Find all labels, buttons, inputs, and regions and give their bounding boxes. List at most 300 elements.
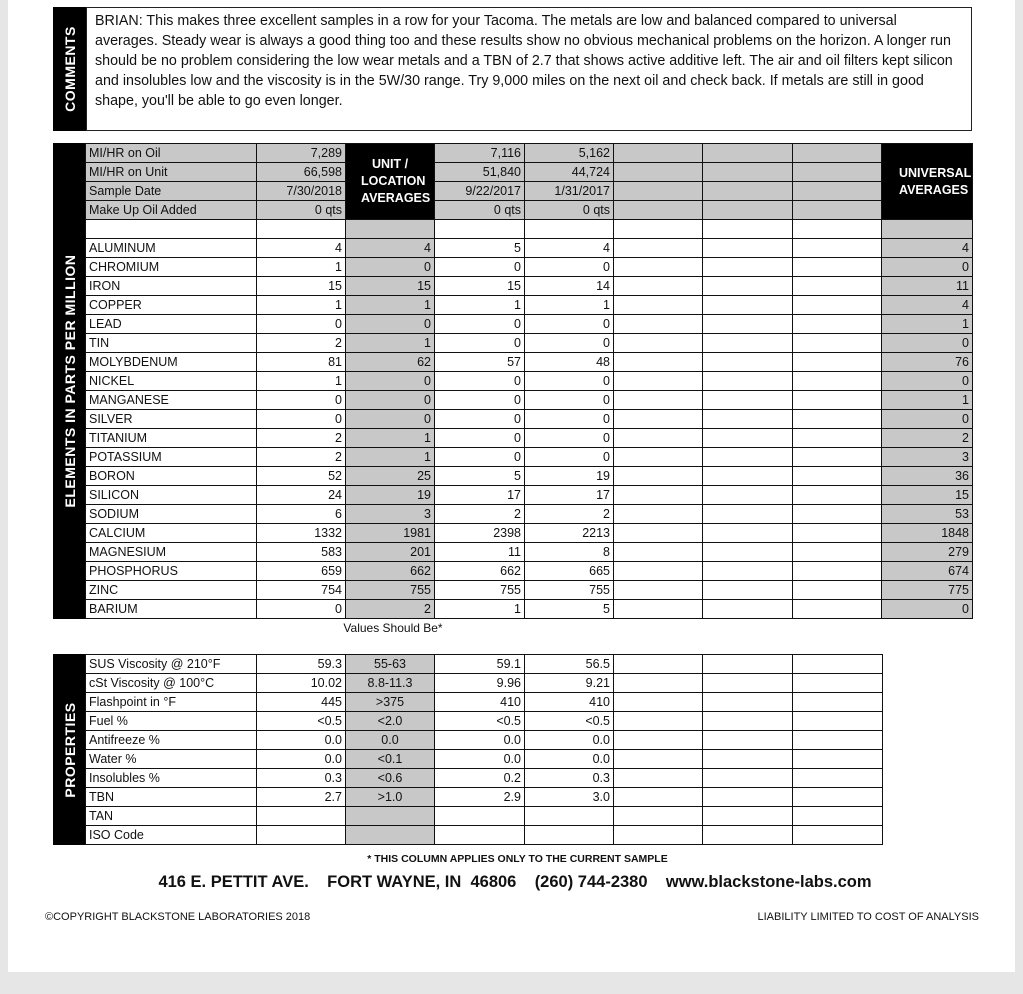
element-universal-average: 53 (882, 505, 973, 524)
element-name: COPPER (86, 296, 257, 315)
empty-cell (793, 429, 882, 448)
empty-cell (703, 296, 793, 315)
property-prev2-value: 410 (525, 693, 614, 712)
empty-cell (793, 334, 882, 353)
info-row (86, 144, 973, 163)
empty-cell (793, 296, 882, 315)
element-prev2-value: 0 (525, 391, 614, 410)
property-prev2-value: 3.0 (525, 788, 614, 807)
empty-cell (793, 239, 882, 258)
empty-cell (703, 505, 793, 524)
empty-cell (86, 220, 257, 239)
properties-label: PROPERTIES (61, 701, 78, 798)
element-universal-average: 4 (882, 239, 973, 258)
elements-table (85, 143, 973, 619)
empty-cell (793, 562, 882, 581)
element-name: SILICON (86, 486, 257, 505)
property-row (86, 655, 883, 674)
info-value-prev2: 0 qts (525, 201, 614, 220)
property-current-value: 10.02 (257, 674, 346, 693)
element-name: IRON (86, 277, 257, 296)
element-prev1-value: 0 (435, 334, 525, 353)
empty-cell (703, 807, 793, 826)
element-name: PHOSPHORUS (86, 562, 257, 581)
property-name: ISO Code (86, 826, 257, 845)
info-row (86, 201, 973, 220)
info-value-prev2: 44,724 (525, 163, 614, 182)
empty-cell (435, 220, 525, 239)
element-current-value: 2 (257, 448, 346, 467)
lab-address: 416 E. PETTIT AVE. FORT WAYNE, IN 46806 (260) 744-2380 www.blackstone-labs.com (158, 873, 872, 891)
element-name: NICKEL (86, 372, 257, 391)
empty-cell (614, 486, 703, 505)
empty-cell (703, 562, 793, 581)
liability-text: LIABILITY LIMITED TO COST OF ANALYSIS (757, 911, 979, 923)
info-value-current: 66,598 (257, 163, 346, 182)
empty-cell (703, 201, 793, 220)
element-prev1-value: 0 (435, 429, 525, 448)
empty-cell (793, 410, 882, 429)
empty-cell (614, 807, 703, 826)
property-prev2-value: <0.5 (525, 712, 614, 731)
empty-cell (793, 220, 882, 239)
element-prev1-value: 2 (435, 505, 525, 524)
empty-cell (793, 315, 882, 334)
empty-cell (614, 524, 703, 543)
element-unit-average: 15 (346, 277, 435, 296)
element-name: ALUMINUM (86, 239, 257, 258)
empty-cell (703, 353, 793, 372)
empty-cell (614, 258, 703, 277)
element-name: CALCIUM (86, 524, 257, 543)
empty-cell (614, 239, 703, 258)
empty-cell (793, 353, 882, 372)
element-row (86, 600, 973, 619)
info-label: MI/HR on Unit (86, 163, 257, 182)
empty-cell (614, 353, 703, 372)
property-current-value: 2.7 (257, 788, 346, 807)
element-prev1-value: 17 (435, 486, 525, 505)
element-row (86, 429, 973, 448)
element-name: TITANIUM (86, 429, 257, 448)
values-should-be-label: Values Should Be* (343, 621, 443, 635)
element-unit-average: 0 (346, 315, 435, 334)
element-prev2-value: 5 (525, 600, 614, 619)
element-unit-average: 19 (346, 486, 435, 505)
element-current-value: 1 (257, 258, 346, 277)
empty-cell (793, 258, 882, 277)
empty-cell (703, 410, 793, 429)
properties-label-bar (53, 654, 86, 845)
element-prev1-value: 15 (435, 277, 525, 296)
empty-cell (703, 163, 793, 182)
element-current-value: 0 (257, 315, 346, 334)
element-unit-average: 662 (346, 562, 435, 581)
property-name: Flashpoint in °F (86, 693, 257, 712)
element-prev2-value: 0 (525, 315, 614, 334)
empty-cell (614, 562, 703, 581)
property-row (86, 712, 883, 731)
property-row (86, 674, 883, 693)
element-unit-average: 1 (346, 334, 435, 353)
element-current-value: 1332 (257, 524, 346, 543)
empty-cell (614, 543, 703, 562)
element-prev2-value: 2 (525, 505, 614, 524)
empty-cell (614, 750, 703, 769)
element-name: MANGANESE (86, 391, 257, 410)
empty-cell (614, 467, 703, 486)
empty-cell (703, 655, 793, 674)
property-prev2-value: 56.5 (525, 655, 614, 674)
property-should-be: >1.0 (346, 788, 435, 807)
element-universal-average: 1848 (882, 524, 973, 543)
empty-cell (703, 788, 793, 807)
element-universal-average: 0 (882, 334, 973, 353)
element-prev2-value: 8 (525, 543, 614, 562)
element-universal-average: 2 (882, 429, 973, 448)
property-should-be (346, 807, 435, 826)
element-unit-average: 2 (346, 600, 435, 619)
empty-cell (793, 600, 882, 619)
element-prev2-value: 17 (525, 486, 614, 505)
element-universal-average: 0 (882, 410, 973, 429)
element-row (86, 524, 973, 543)
property-prev1-value: <0.5 (435, 712, 525, 731)
property-name: TBN (86, 788, 257, 807)
property-row (86, 750, 883, 769)
empty-cell (614, 581, 703, 600)
property-prev1-value: 59.1 (435, 655, 525, 674)
empty-cell (614, 163, 703, 182)
element-prev1-value: 0 (435, 391, 525, 410)
element-current-value: 754 (257, 581, 346, 600)
element-row (86, 467, 973, 486)
element-universal-average: 4 (882, 296, 973, 315)
empty-cell (614, 277, 703, 296)
element-prev1-value: 1 (435, 600, 525, 619)
property-should-be: <0.1 (346, 750, 435, 769)
element-current-value: 24 (257, 486, 346, 505)
element-name: LEAD (86, 315, 257, 334)
empty-cell (703, 581, 793, 600)
empty-cell (793, 581, 882, 600)
element-name: SILVER (86, 410, 257, 429)
empty-cell (703, 448, 793, 467)
empty-cell (793, 543, 882, 562)
spacer-row (86, 220, 973, 239)
empty-cell (614, 674, 703, 693)
element-name: MAGNESIUM (86, 543, 257, 562)
property-row (86, 693, 883, 712)
empty-cell (793, 826, 883, 845)
empty-cell (346, 220, 435, 239)
empty-cell (793, 655, 883, 674)
element-universal-average: 76 (882, 353, 973, 372)
element-unit-average: 1 (346, 429, 435, 448)
empty-cell (614, 788, 703, 807)
empty-cell (703, 543, 793, 562)
empty-cell (703, 391, 793, 410)
element-prev1-value: 2398 (435, 524, 525, 543)
element-current-value: 0 (257, 600, 346, 619)
element-universal-average: 3 (882, 448, 973, 467)
element-row (86, 410, 973, 429)
empty-cell (614, 391, 703, 410)
property-name: Water % (86, 750, 257, 769)
property-name: Fuel % (86, 712, 257, 731)
info-value-prev2: 1/31/2017 (525, 182, 614, 201)
element-unit-average: 1 (346, 448, 435, 467)
element-universal-average: 0 (882, 372, 973, 391)
empty-cell (614, 655, 703, 674)
comments-box (86, 7, 972, 131)
empty-cell (793, 486, 882, 505)
property-prev1-value: 410 (435, 693, 525, 712)
element-universal-average: 15 (882, 486, 973, 505)
empty-cell (793, 788, 883, 807)
empty-cell (614, 410, 703, 429)
empty-cell (525, 220, 614, 239)
empty-cell (614, 315, 703, 334)
info-value-prev1: 51,840 (435, 163, 525, 182)
property-name: Insolubles % (86, 769, 257, 788)
comments-text: BRIAN: This makes three excellent samples in a row for your Tacoma. The metals are low and balanced compared to universal averages. Steady wear is always a good thing too and these results show no obvious mechanical problems on the horizon. A longer run should be no problem considering the low wear metals and a TBN of 2.7 that shows active additive left. The air and oil filters kept silicon and insolubles low and the viscosity is in the 5W/30 range. Try 9,000 miles on the next oil and check back. If metals are still in good shape, you'll be able to go even longer. (95, 13, 953, 109)
property-current-value (257, 826, 346, 845)
element-prev1-value: 5 (435, 239, 525, 258)
empty-cell (614, 731, 703, 750)
property-prev1-value (435, 826, 525, 845)
empty-cell (793, 524, 882, 543)
element-prev2-value: 48 (525, 353, 614, 372)
empty-cell (793, 712, 883, 731)
unit-avg-header-text: UNIT / LOCATION AVERAGES (361, 157, 431, 205)
element-prev2-value: 0 (525, 410, 614, 429)
element-unit-average: 1 (346, 296, 435, 315)
element-unit-average: 201 (346, 543, 435, 562)
element-unit-average: 1981 (346, 524, 435, 543)
info-value-prev2: 5,162 (525, 144, 614, 163)
element-universal-average: 1 (882, 315, 973, 334)
empty-cell (703, 600, 793, 619)
element-row (86, 258, 973, 277)
element-row (86, 372, 973, 391)
element-prev2-value: 755 (525, 581, 614, 600)
element-current-value: 15 (257, 277, 346, 296)
element-name: MOLYBDENUM (86, 353, 257, 372)
element-prev1-value: 5 (435, 467, 525, 486)
info-value-current: 7,289 (257, 144, 346, 163)
empty-cell (614, 826, 703, 845)
empty-cell (703, 750, 793, 769)
empty-cell (793, 182, 882, 201)
element-prev2-value: 1 (525, 296, 614, 315)
element-name: BORON (86, 467, 257, 486)
info-value-current: 7/30/2018 (257, 182, 346, 201)
property-row (86, 769, 883, 788)
element-current-value: 1 (257, 296, 346, 315)
element-prev1-value: 0 (435, 448, 525, 467)
property-prev1-value: 0.0 (435, 731, 525, 750)
property-current-value: 0.0 (257, 750, 346, 769)
empty-cell (614, 712, 703, 731)
info-value-prev1: 0 qts (435, 201, 525, 220)
empty-cell (614, 144, 703, 163)
empty-cell (703, 182, 793, 201)
element-unit-average: 0 (346, 391, 435, 410)
empty-cell (257, 220, 346, 239)
empty-cell (793, 674, 883, 693)
info-row (86, 182, 973, 201)
element-row (86, 581, 973, 600)
element-prev1-value: 0 (435, 258, 525, 277)
element-row (86, 296, 973, 315)
element-row (86, 486, 973, 505)
property-prev2-value: 0.0 (525, 750, 614, 769)
column-note: * THIS COLUMN APPLIES ONLY TO THE CURRENT SAMPLE (367, 853, 668, 865)
element-prev2-value: 14 (525, 277, 614, 296)
element-name: TIN (86, 334, 257, 353)
info-label: MI/HR on Oil (86, 144, 257, 163)
property-should-be (346, 826, 435, 845)
element-prev1-value: 755 (435, 581, 525, 600)
empty-cell (703, 277, 793, 296)
element-row (86, 505, 973, 524)
empty-cell (703, 315, 793, 334)
empty-cell (614, 429, 703, 448)
property-should-be: >375 (346, 693, 435, 712)
property-prev1-value (435, 807, 525, 826)
element-current-value: 81 (257, 353, 346, 372)
element-current-value: 2 (257, 429, 346, 448)
universal-header-text: UNIVERSAL AVERAGES (899, 165, 972, 197)
property-should-be: <0.6 (346, 769, 435, 788)
empty-cell (614, 505, 703, 524)
element-prev2-value: 0 (525, 448, 614, 467)
element-unit-average: 62 (346, 353, 435, 372)
property-prev2-value: 0.3 (525, 769, 614, 788)
empty-cell (703, 712, 793, 731)
element-prev2-value: 665 (525, 562, 614, 581)
empty-cell (793, 163, 882, 182)
property-current-value: 0.3 (257, 769, 346, 788)
empty-cell (703, 239, 793, 258)
empty-cell (793, 750, 883, 769)
empty-cell (703, 258, 793, 277)
element-universal-average: 775 (882, 581, 973, 600)
copyright-text: ©COPYRIGHT BLACKSTONE LABORATORIES 2018 (45, 911, 311, 923)
element-prev2-value: 0 (525, 429, 614, 448)
element-current-value: 583 (257, 543, 346, 562)
comments-label-bar (53, 7, 86, 131)
property-name: cSt Viscosity @ 100°C (86, 674, 257, 693)
empty-cell (703, 674, 793, 693)
element-name: SODIUM (86, 505, 257, 524)
element-prev2-value: 0 (525, 258, 614, 277)
property-should-be: 55-63 (346, 655, 435, 674)
element-prev1-value: 11 (435, 543, 525, 562)
empty-cell (703, 144, 793, 163)
property-prev1-value: 2.9 (435, 788, 525, 807)
element-unit-average: 0 (346, 258, 435, 277)
element-name: BARIUM (86, 600, 257, 619)
property-row (86, 826, 883, 845)
empty-cell (793, 693, 883, 712)
empty-cell (793, 201, 882, 220)
universal-header (882, 144, 973, 220)
element-universal-average: 11 (882, 277, 973, 296)
elements-label: ELEMENTS IN PARTS PER MILLION (61, 254, 78, 508)
empty-cell (703, 220, 793, 239)
element-prev2-value: 0 (525, 372, 614, 391)
element-universal-average: 0 (882, 258, 973, 277)
property-prev2-value: 0.0 (525, 731, 614, 750)
element-unit-average: 755 (346, 581, 435, 600)
empty-cell (614, 372, 703, 391)
empty-cell (703, 693, 793, 712)
info-value-prev1: 9/22/2017 (435, 182, 525, 201)
element-universal-average: 1 (882, 391, 973, 410)
property-name: SUS Viscosity @ 210°F (86, 655, 257, 674)
property-row (86, 788, 883, 807)
empty-cell (793, 277, 882, 296)
empty-cell (703, 372, 793, 391)
empty-cell (703, 524, 793, 543)
element-prev2-value: 2213 (525, 524, 614, 543)
element-name: CHROMIUM (86, 258, 257, 277)
empty-cell (793, 144, 882, 163)
element-prev1-value: 0 (435, 315, 525, 334)
empty-cell (793, 391, 882, 410)
element-universal-average: 279 (882, 543, 973, 562)
element-universal-average: 0 (882, 600, 973, 619)
element-name: POTASSIUM (86, 448, 257, 467)
empty-cell (614, 334, 703, 353)
element-prev1-value: 1 (435, 296, 525, 315)
property-name: TAN (86, 807, 257, 826)
property-row (86, 807, 883, 826)
element-prev2-value: 19 (525, 467, 614, 486)
property-prev2-value (525, 807, 614, 826)
element-prev2-value: 0 (525, 334, 614, 353)
info-label: Make Up Oil Added (86, 201, 257, 220)
property-current-value: 0.0 (257, 731, 346, 750)
element-current-value: 6 (257, 505, 346, 524)
empty-cell (614, 769, 703, 788)
property-prev1-value: 0.2 (435, 769, 525, 788)
element-prev2-value: 4 (525, 239, 614, 258)
comments-label: COMMENTS (61, 26, 78, 112)
property-prev1-value: 0.0 (435, 750, 525, 769)
element-current-value: 1 (257, 372, 346, 391)
empty-cell (614, 182, 703, 201)
property-should-be: <2.0 (346, 712, 435, 731)
empty-cell (793, 505, 882, 524)
property-should-be: 8.8-11.3 (346, 674, 435, 693)
empty-cell (614, 296, 703, 315)
info-row (86, 163, 973, 182)
element-unit-average: 4 (346, 239, 435, 258)
empty-cell (703, 769, 793, 788)
property-name: Antifreeze % (86, 731, 257, 750)
element-prev1-value: 0 (435, 372, 525, 391)
element-row (86, 353, 973, 372)
empty-cell (793, 448, 882, 467)
element-row (86, 334, 973, 353)
property-should-be: 0.0 (346, 731, 435, 750)
property-current-value: 59.3 (257, 655, 346, 674)
property-current-value: 445 (257, 693, 346, 712)
empty-cell (703, 467, 793, 486)
